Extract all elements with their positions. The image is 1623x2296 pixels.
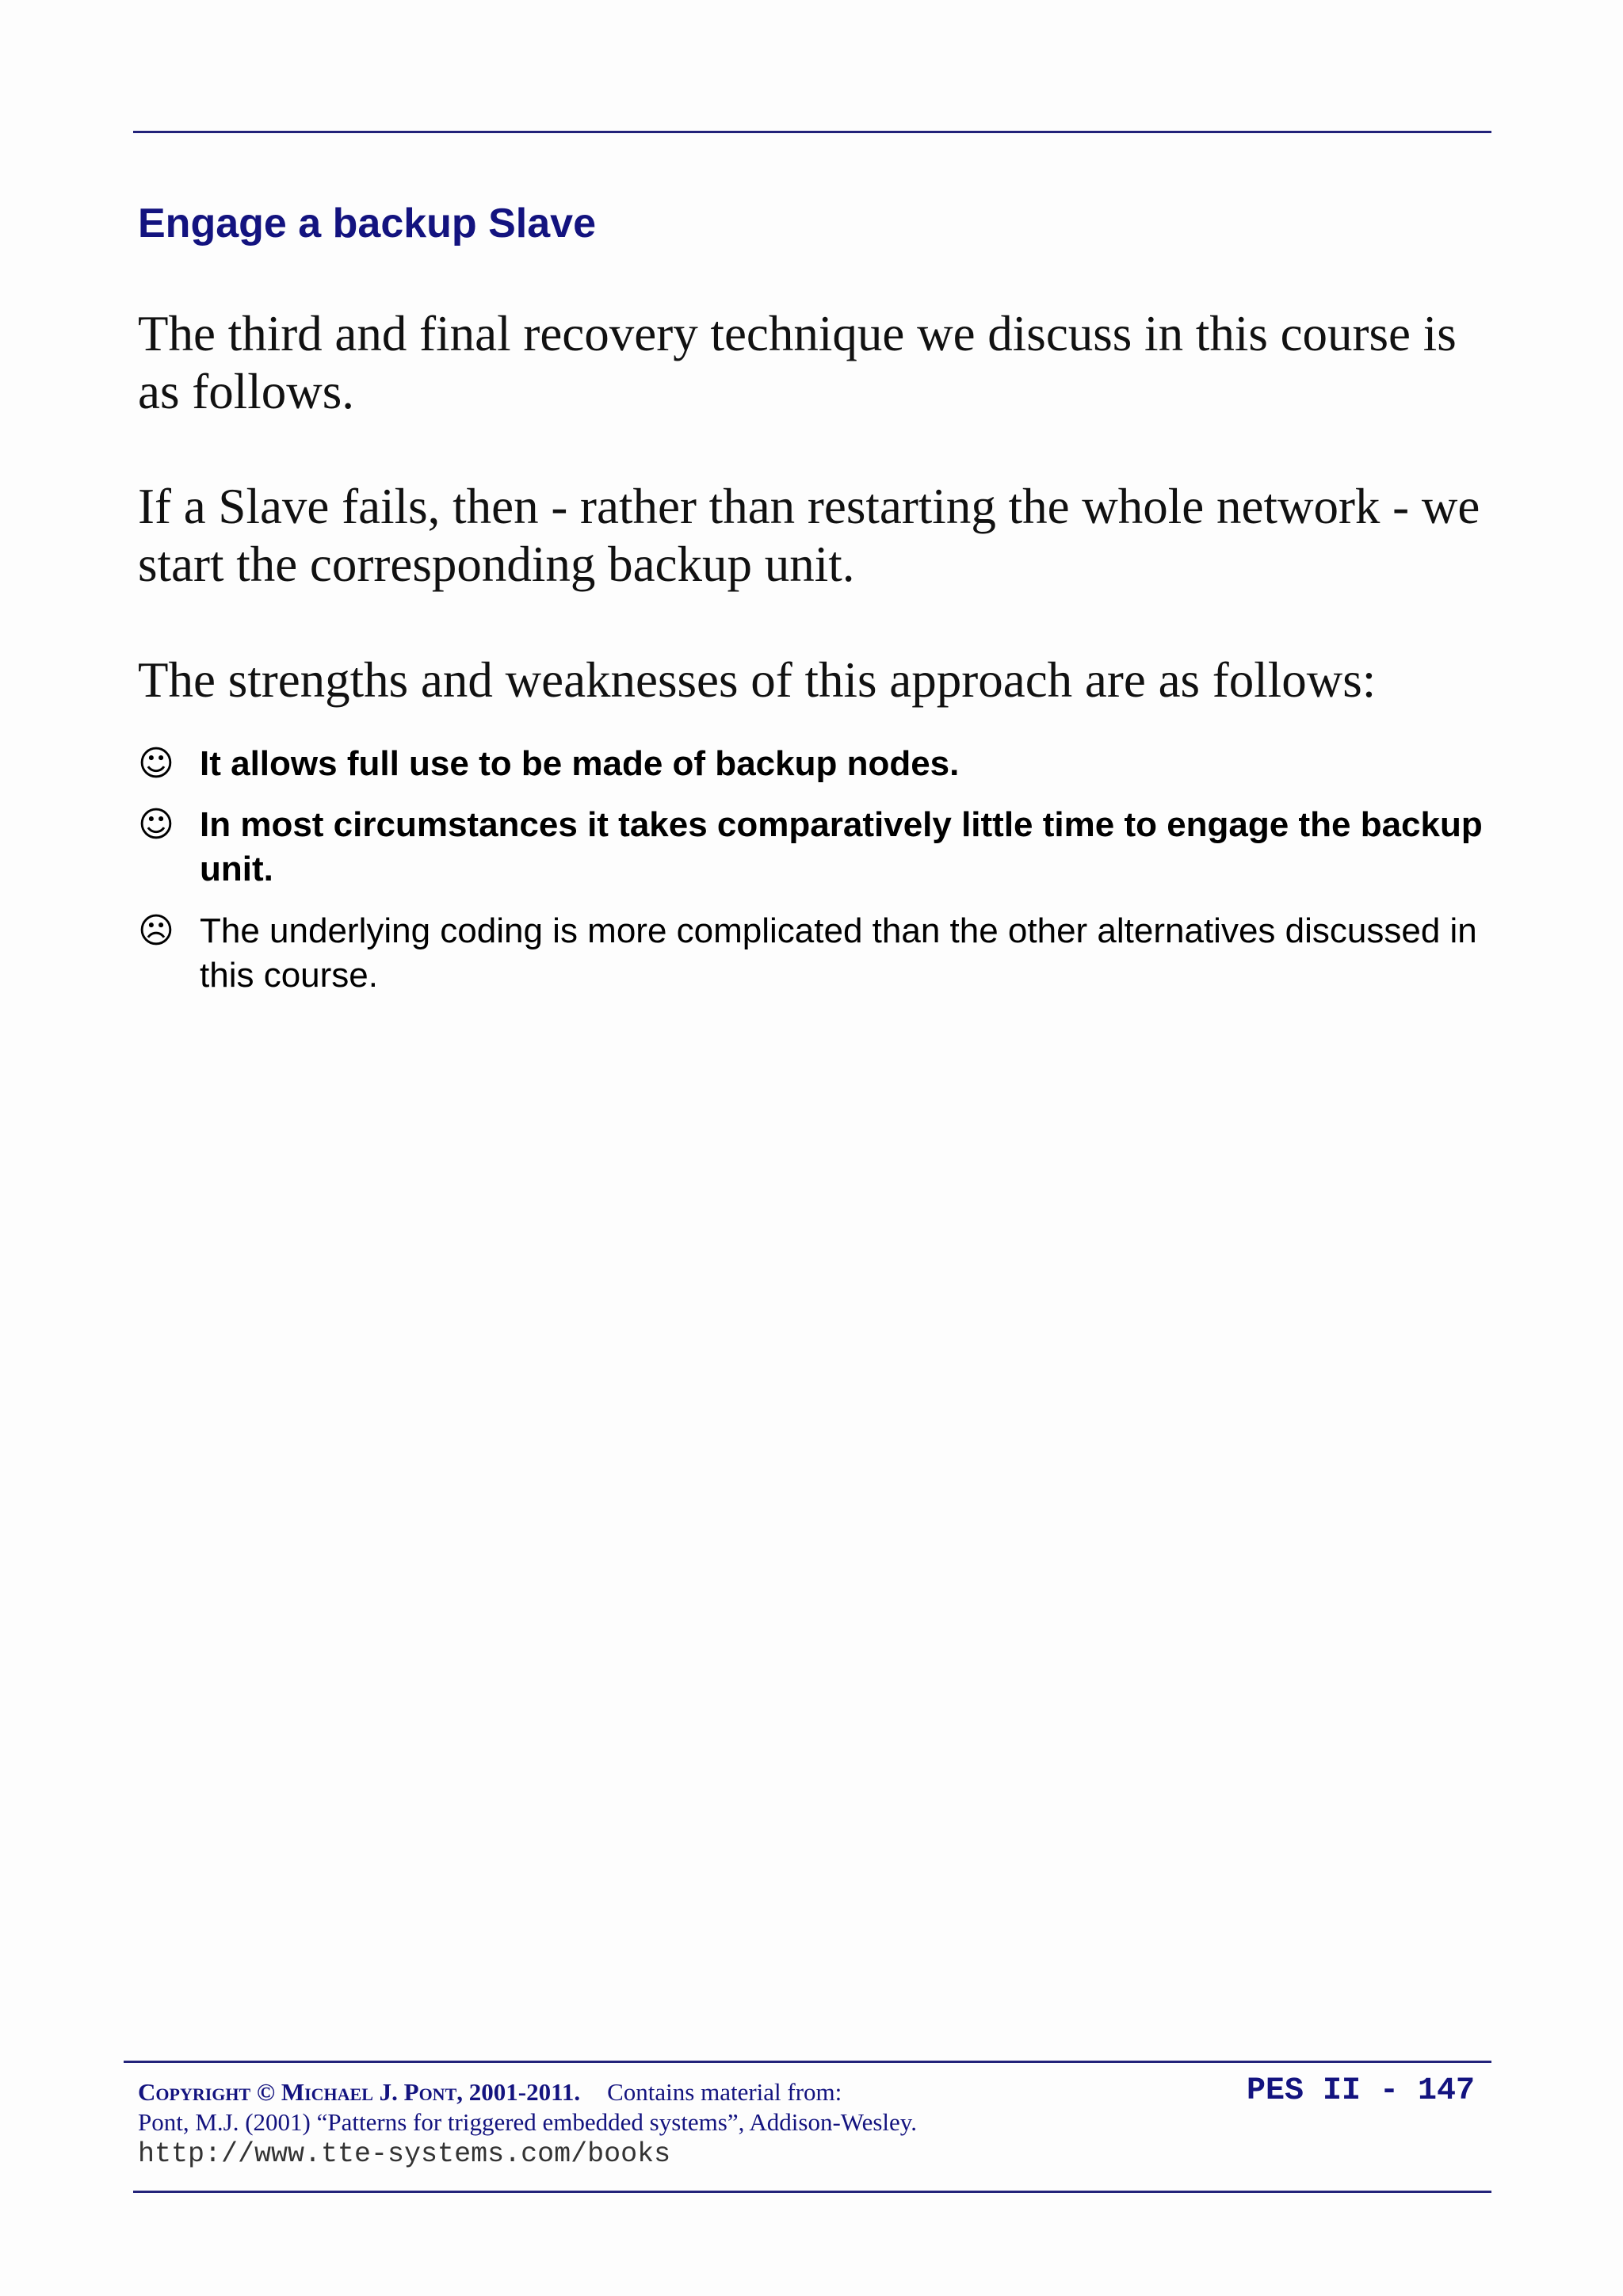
contains-material-label: Contains material from: <box>607 2078 842 2106</box>
paragraph-technique: If a Slave fails, then - rather than restarting the whole network - we start the corresponding backup unit. <box>138 479 1480 592</box>
footer-top-divider <box>124 2061 1491 2063</box>
footer-bottom-divider <box>133 2191 1491 2193</box>
top-divider <box>133 131 1491 133</box>
paragraph-intro: The third and final recovery technique we discuss in this course is as follows. <box>138 306 1457 419</box>
footer-url: http://www.tte-systems.com/books <box>138 2138 671 2170</box>
footer-copyright-line <box>138 2078 842 2107</box>
smiley-face-icon: ☺ <box>138 804 174 845</box>
page-title: Engage a backup Slave <box>138 201 597 246</box>
frowning-face-icon: ☹ <box>138 911 174 951</box>
bullet-text: It allows full use to be made of backup nodes. <box>200 744 960 783</box>
page-number: PES II - 147 <box>1246 2073 1475 2109</box>
copyright-notice: Copyright © Michael J. Pont, 2001-2011. <box>138 2078 581 2106</box>
bullet-text: In most circumstances it takes comparatively little time to engage the backup unit. <box>200 805 1483 888</box>
smiley-face-icon: ☺ <box>138 743 174 784</box>
footer-citation: Pont, M.J. (2001) “Patterns for triggered embedded systems”, Addison-Wesley. <box>138 2108 918 2136</box>
bullet-text: The underlying coding is more complicated than the other alternatives discussed in this course. <box>200 911 1477 995</box>
paragraph-strengths-intro: The strengths and weaknesses of this approach are as follows: <box>138 652 1377 708</box>
